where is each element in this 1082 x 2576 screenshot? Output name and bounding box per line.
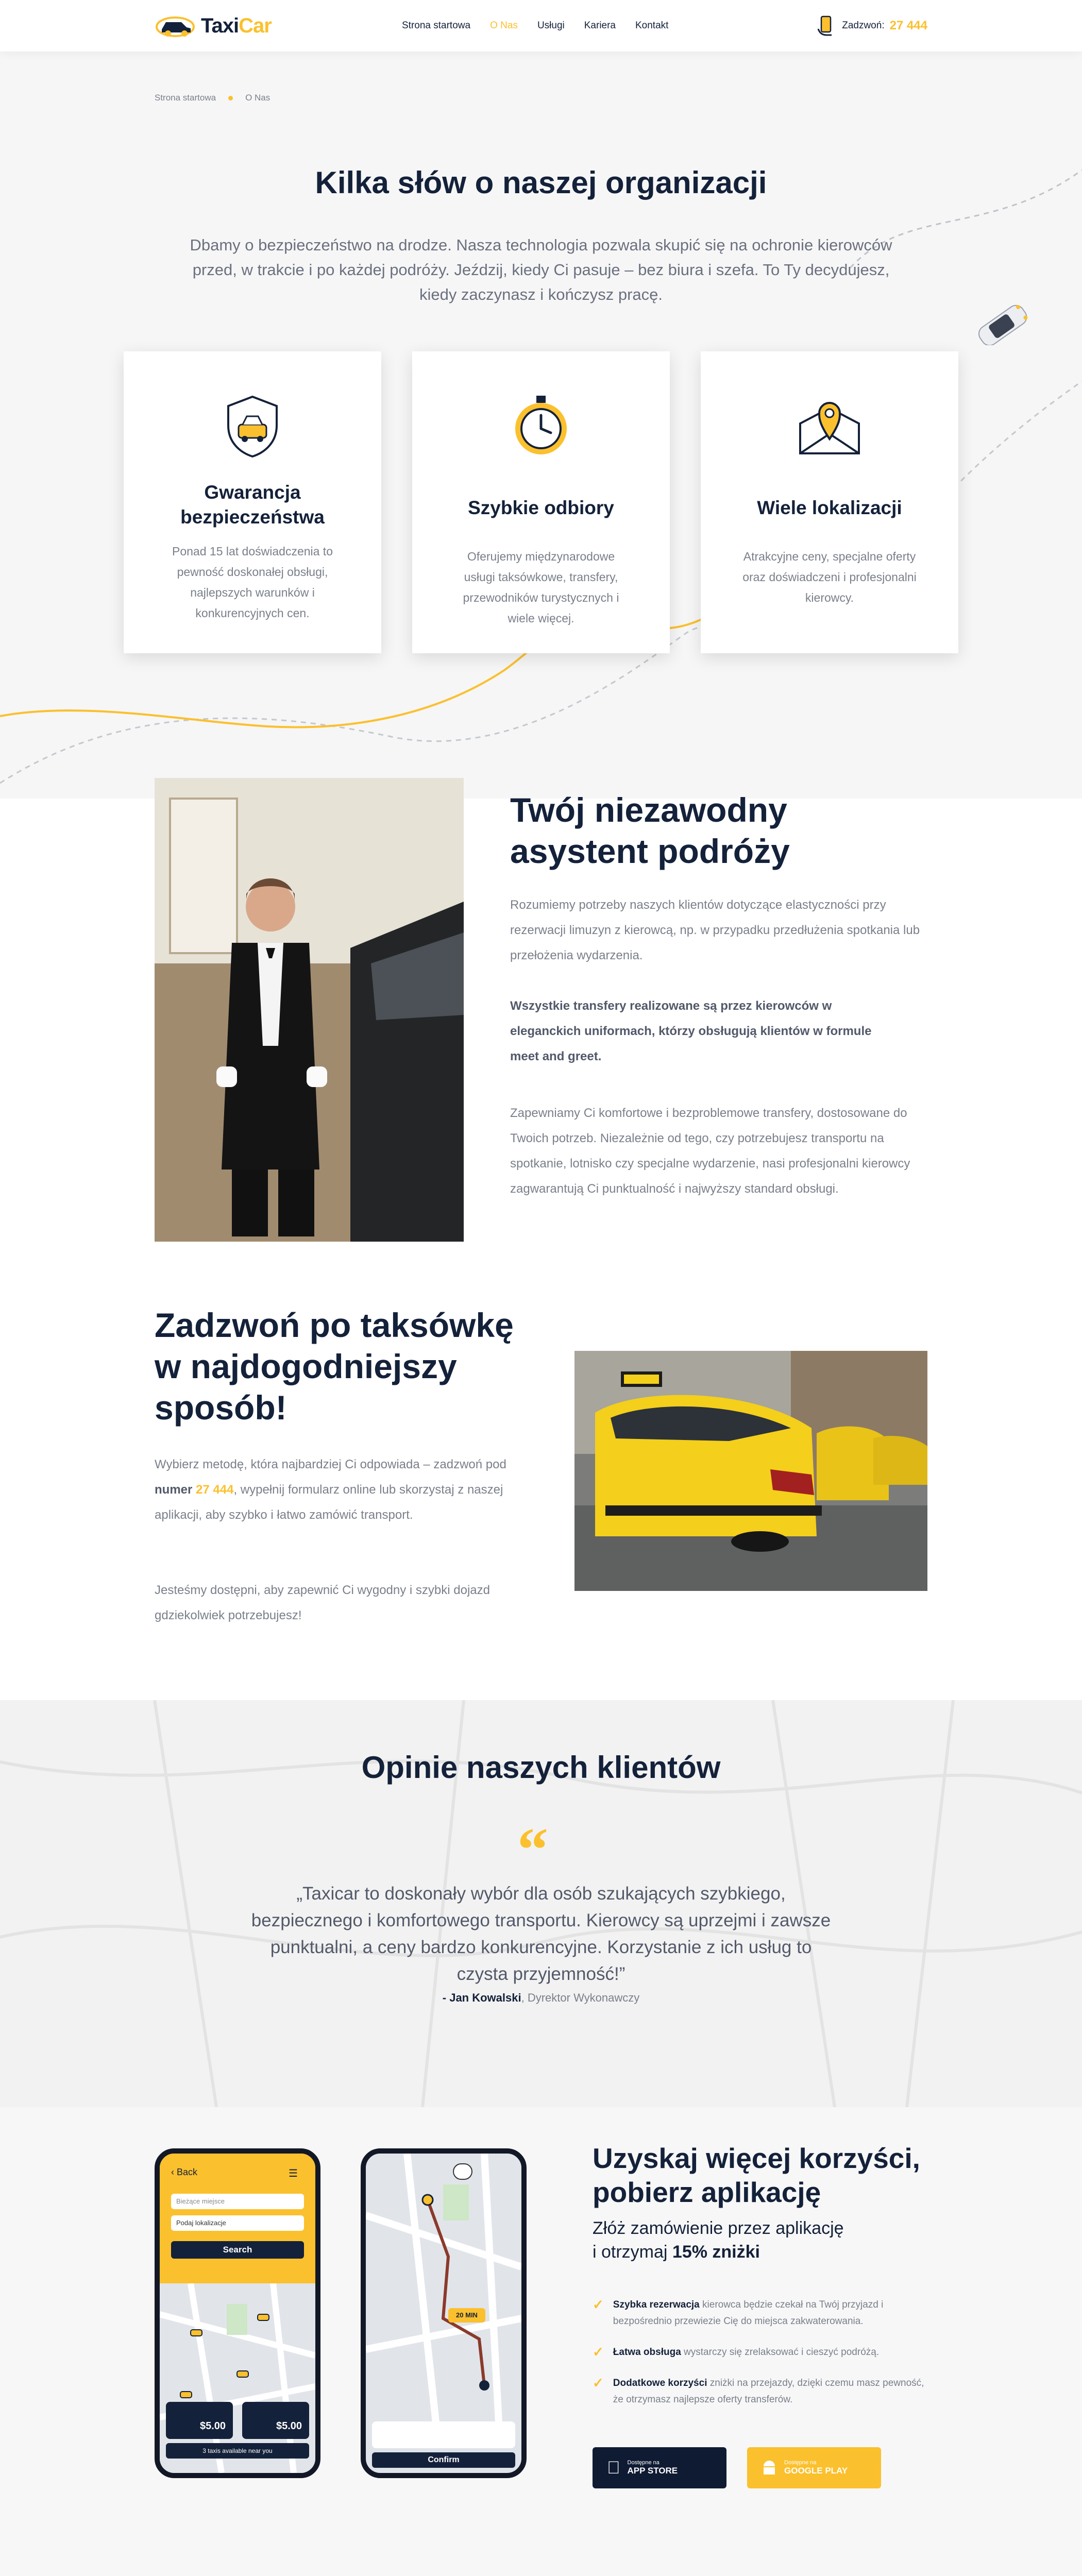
about-title: Kilka słów o naszej organizacji	[315, 165, 767, 200]
app-store-button[interactable]: Dostępne na APP STORE	[593, 2447, 726, 2488]
field-destination: Podaj lokalizacje	[171, 2215, 304, 2231]
feature-item: ✓ Szybka rezerwacja kierowca będzie czekał na Twój przyjazd i bezpośrednio przewiezie Cię do miejsca zakwaterowania.	[593, 2297, 927, 2330]
app-section	[0, 2107, 1082, 2576]
taxis-available-note: 3 taxis available near you	[166, 2443, 309, 2459]
reviews-title: Opinie naszych klientów	[361, 1750, 721, 1785]
call-text-1: Wybierz metodę, która najbardziej Ci odpowiada – zadzwoń pod numer 27 444, wypełnij formularz online lub skorzystaj z naszej aplikacji, aby szybko i łatwo zamówić transport.	[155, 1458, 506, 1522]
logo-text: TaxiCar	[201, 14, 272, 37]
chauffeur-photo	[155, 778, 464, 1242]
phone-route-map	[366, 2154, 521, 2442]
main-nav	[402, 20, 668, 31]
card-text: Oferujemy międzynarodowe usługi taksówkowe, transfery, przewodników turystycznych i wiele więcej.	[463, 550, 619, 625]
card-text: Ponad 15 lat doświadczenia to pewność doskonałej obsługi, najlepszych warunków i konkurencyjnych cen.	[172, 545, 333, 620]
breadcrumb-separator	[228, 96, 233, 100]
back-link: ‹ Back	[171, 2167, 198, 2177]
taxi-queue-photo	[574, 1351, 927, 1591]
feature-item: ✓ Łatwa obsługa wystarczy się zrelaksować i cieszyć podróżą.	[593, 2344, 880, 2360]
site-header	[0, 0, 1082, 52]
nav-career[interactable]: Kariera	[584, 20, 616, 31]
assistant-section	[0, 747, 1082, 1726]
quote-icon: “	[517, 1815, 548, 1884]
call-label: Zadzwoń:	[842, 20, 885, 31]
card-fast-pickup	[412, 351, 670, 653]
review-quote: „Taxicar to doskonały wybór dla osób szukających szybkiego, bezpiecznego i komfortowego transportu. Kierowcy są uprzejmi i zawsze punktualni, a ceny bardzo konkurencyjne. Korzystanie z ich usług to czysta przyjemność!”	[251, 1884, 831, 1984]
call-title: Zadzwoń po taksówkę w najdogodniejszy sposób!	[155, 1306, 514, 1427]
card-title: Wiele lokalizacji	[757, 497, 902, 518]
breadcrumb-home[interactable]: Strona startowa	[155, 93, 216, 103]
phone-mockup-route	[361, 2148, 527, 2478]
card-text: Atrakcyjne ceny, specjalne oferty oraz doświadczeni i profesjonalni kierowcy.	[742, 550, 917, 604]
nav-services[interactable]: Usługi	[537, 20, 565, 31]
card-locations	[701, 351, 958, 653]
assistant-text-3: Zapewniamy Ci komfortowe i bezproblemowe transfery, dostosowane do Twoich potrzeb. Niezależnie od tego, czy potrzebujesz transportu na spotkanie, lotnisko czy specjalne wydarzenie, nasi profesjonalni kierowcy zagwarantują Ci punktualność i najwyższy standard obsługi.	[510, 1106, 910, 1196]
breadcrumb-current: O Nas	[245, 93, 270, 103]
phone-search-button: Search	[171, 2241, 304, 2259]
app-subtitle: Złóż zamówienie przez aplikację i otrzymaj 15% zniżki	[593, 2218, 844, 2262]
breadcrumb	[155, 93, 270, 103]
card-title: Gwarancja bezpieczeństwa	[180, 482, 325, 528]
header-call[interactable]	[816, 14, 927, 37]
card-title: Szybkie odbiory	[468, 497, 614, 518]
driver-card	[372, 2421, 515, 2448]
logo[interactable]	[155, 13, 402, 39]
app-title: Uzyskaj więcej korzyści, pobierz aplikację	[593, 2142, 920, 2208]
assistant-title: Twój niezawodny asystent podróży	[510, 791, 790, 870]
card-safety	[124, 351, 381, 653]
taxi-logo-icon	[155, 13, 196, 39]
map-pin-icon	[796, 393, 863, 460]
price-card: $5.00	[242, 2402, 309, 2439]
features-list	[593, 2297, 927, 2422]
check-icon: ✓	[593, 2375, 604, 2391]
google-play-button[interactable]: Dostępne na GOOGLE PLAY	[747, 2447, 881, 2488]
nav-home[interactable]: Strona startowa	[402, 20, 471, 31]
car-top-view-icon	[969, 304, 1036, 345]
android-icon	[762, 2459, 777, 2477]
assistant-text-1: Rozumiemy potrzeby naszych klientów dotyczące elastyczności przy rezerwacji limuzyn z kierowcą, np. w przypadku przedłużenia spotkania lub przełożenia wydarzenia.	[510, 898, 920, 962]
apple-icon	[607, 2458, 620, 2478]
reviews-section	[0, 1700, 1082, 2107]
eta-badge: 20 MIN	[448, 2308, 485, 2323]
call-text-2: Jesteśmy dostępni, aby zapewnić Ci wygodny i szybki dojazd gdziekolwiek potrzebujesz!	[155, 1583, 490, 1622]
field-current: Bieżące miejsce	[171, 2194, 304, 2209]
about-section	[0, 52, 1082, 799]
menu-icon: ☰	[289, 2168, 298, 2179]
call-number[interactable]: 27 444	[889, 19, 927, 32]
stopwatch-icon	[508, 393, 574, 460]
nav-contact[interactable]: Kontakt	[635, 20, 669, 31]
assistant-text-2: Wszystkie transfery realizowane są przez kierowców w eleganckich uniformach, którzy obsługują klientów w formule meet and greet.	[510, 999, 872, 1063]
phone-confirm-button: Confirm	[372, 2452, 515, 2468]
shield-taxi-icon	[219, 393, 286, 460]
review-author: - Jan Kowalski, Dyrektor Wykonawczy	[442, 1991, 640, 2004]
feature-item: ✓ Dodatkowe korzyści zniżki na przejazdy, dzięki czemu masz pewność, że otrzymasz najlepsze oferty transferów.	[593, 2375, 927, 2408]
about-lead: Dbamy o bezpieczeństwo na drodze. Nasza technologia pozwala skupić się na ochronie kierowców przed, w trakcie i po każdej podróży. Jeździj, kiedy Ci pasuje – bez biura i szefa. To Ty decydujesz, kiedy zaczynasz i kończysz pracę.	[190, 236, 892, 303]
nav-about[interactable]: O Nas	[490, 20, 518, 31]
phone-mockup-search	[155, 2148, 320, 2478]
phone-hand-icon	[816, 14, 837, 37]
check-icon: ✓	[593, 2344, 604, 2360]
price-card: $5.00	[166, 2402, 233, 2439]
check-icon: ✓	[593, 2297, 604, 2312]
